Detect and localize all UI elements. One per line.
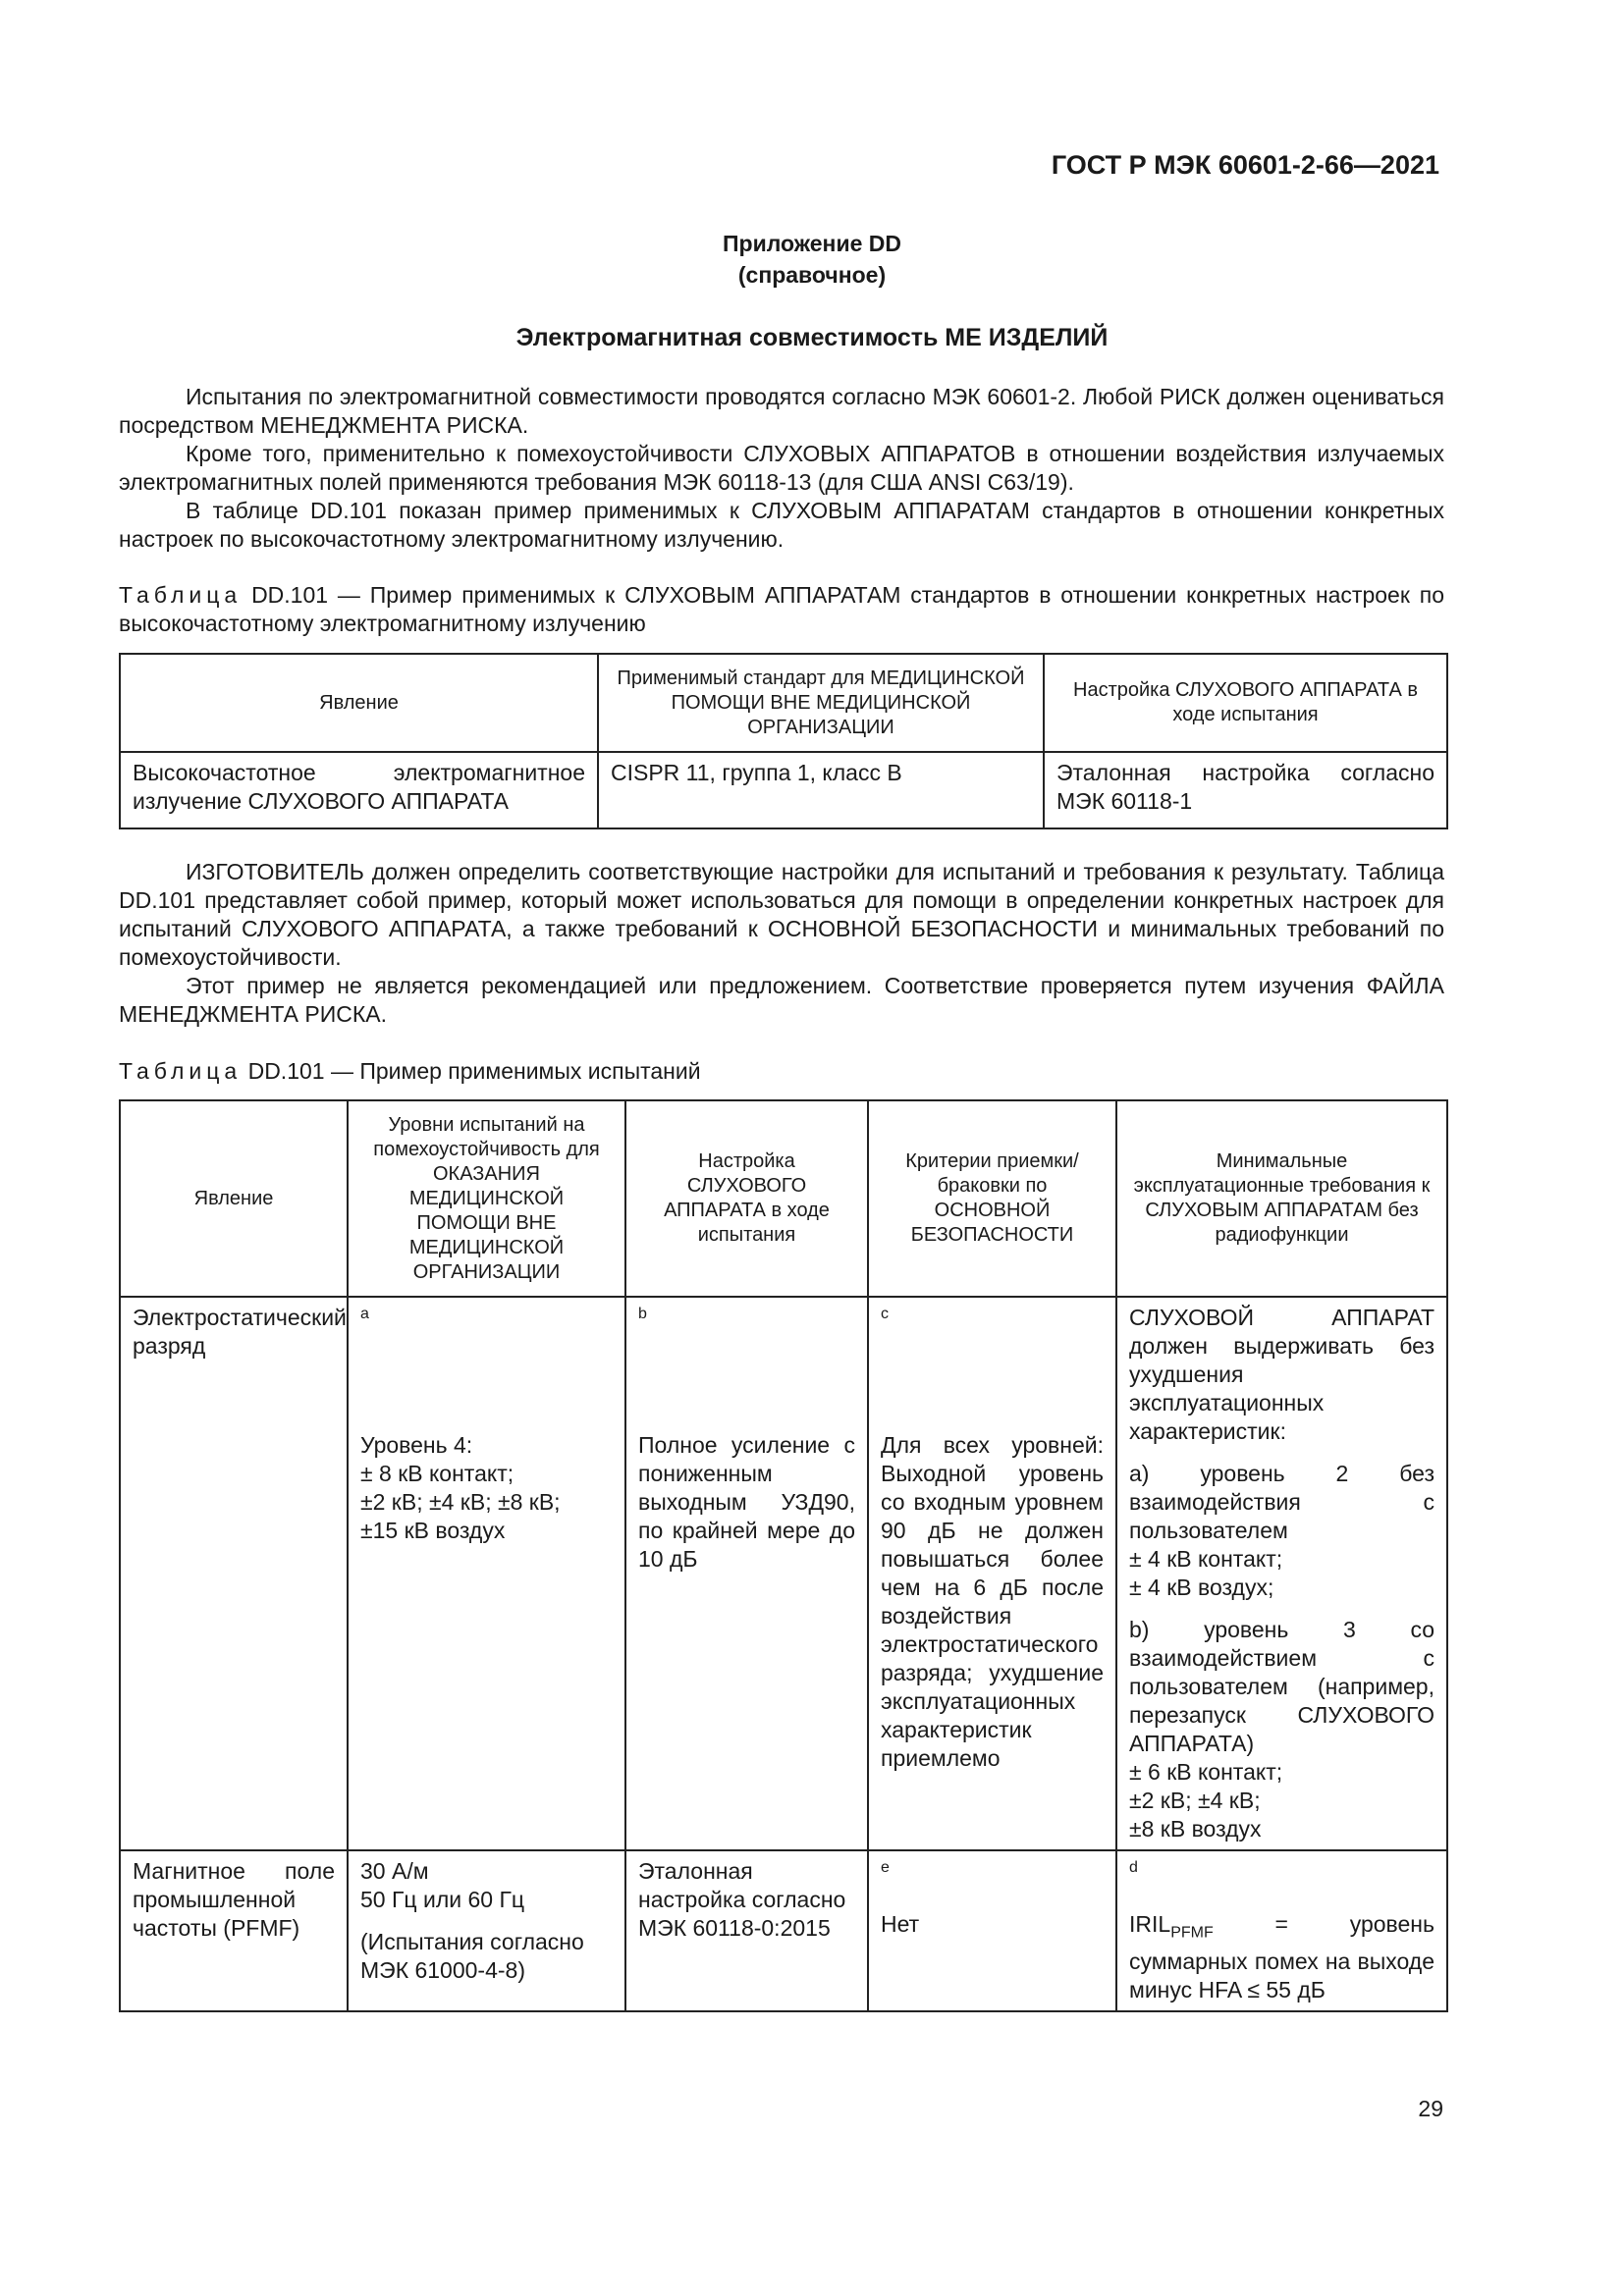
column-header: Явление: [120, 654, 598, 752]
table1-caption: [119, 581, 1444, 638]
requirement-value: ±2 кВ; ±4 кВ;: [1129, 1788, 1261, 1813]
phenomenon-label: Электростатический разряд: [133, 1305, 347, 1359]
appendix-title: Приложение DD: [722, 231, 901, 256]
column-header: Настройка СЛУХОВОГО АППАРАТА в ходе испытания: [1044, 654, 1447, 752]
requirement-formula: [1129, 1910, 1435, 2004]
appendix-type: (справочное): [737, 262, 887, 288]
table-cell: [868, 1297, 1116, 1850]
test-level: 50 Гц или 60 Гц: [360, 1887, 525, 1912]
table2-caption: [119, 1057, 1444, 1086]
requirement-value: ± 4 кВ контакт;: [1129, 1546, 1283, 1572]
table-header-row: [120, 1100, 1447, 1297]
test-level: ±15 кВ воздух: [360, 1518, 506, 1543]
table-cell: [625, 1850, 868, 2011]
section-title: Электромагнитная совместимость МЕ ИЗДЕЛИЙ: [515, 324, 1109, 351]
table-cell: [1116, 1297, 1447, 1850]
paragraph: В таблице DD.101 показан пример применимых к СЛУХОВЫМ АППАРАТАМ стандартов в отношении конкретных настроек по высокочастотному электромагнитному излучению.: [119, 498, 1444, 552]
caption-text: DD.101 — Пример применимых к СЛУХОВЫМ АППАРАТАМ стандартов в отношении конкретных настроек по высокочастотному электромагнитному излучению: [119, 582, 1445, 636]
intro-text: [119, 383, 1444, 554]
paragraph: Этот пример не является рекомендацией или предложением. Соответствие проверяется путем изучения ФАЙЛА МЕНЕДЖМЕНТА РИСКА.: [119, 973, 1444, 1027]
caption-label: Таблица: [119, 1058, 243, 1084]
table-cell: [120, 1850, 348, 2011]
device-setting: Полное усиление с пониженным выходным УЗД90, по крайней мере до 10 дБ: [638, 1432, 855, 1572]
column-header: Минимальные эксплуатационные требования к СЛУХОВЫМ АППАРАТАМ без радиофункции: [1116, 1100, 1447, 1297]
test-note: (Испытания согласно МЭК 61000-4-8): [360, 1929, 584, 1983]
page-number: 29: [1418, 2096, 1443, 2121]
table-cell: [625, 1297, 868, 1850]
table-cell: Высокочастотное электромагнитное излучение СЛУХОВОГО АППАРАТА: [120, 752, 598, 828]
test-level: Уровень 4:: [360, 1432, 473, 1458]
appendix-heading: [0, 228, 1624, 291]
standards-table: [119, 653, 1448, 829]
requirement-b: b) уровень 3 со взаимодействием с пользователем (например, перезапуск СЛУХОВОГО АППАРАТА): [1129, 1617, 1435, 1756]
footnote-mark: c: [881, 1306, 889, 1322]
column-header: Настройка СЛУХОВОГО АППАРАТА в ходе испытания: [625, 1100, 868, 1297]
middle-text: [119, 858, 1444, 1029]
paragraph: Испытания по электромагнитной совместимости проводятся согласно МЭК 60601-2. Любой РИСК должен оцениваться посредством МЕНЕДЖМЕНТА РИСКА.: [119, 384, 1444, 438]
table-cell: [348, 1297, 625, 1850]
table-row-esd: [120, 1297, 1447, 1850]
requirement-value: ±8 кВ воздух: [1129, 1816, 1262, 1842]
formula-symbol: IRIL: [1129, 1911, 1171, 1937]
caption-text: DD.101 — Пример применимых испытаний: [247, 1058, 701, 1084]
table-cell: [1116, 1850, 1447, 2011]
formula-subscript: PFMF: [1170, 1924, 1214, 1942]
test-level: ± 8 кВ контакт;: [360, 1461, 514, 1486]
table-cell: Эталонная настройка согласно МЭК 60118-1: [1044, 752, 1447, 828]
caption-label: Таблица: [119, 582, 243, 608]
device-setting: Эталонная настройка согласно МЭК 60118-0:2015: [638, 1858, 846, 1941]
table-cell: [868, 1850, 1116, 2011]
test-level: 30 А/м: [360, 1858, 429, 1884]
footnote-mark: b: [638, 1306, 647, 1322]
requirement-a: a) уровень 2 без взаимодействия с пользователем: [1129, 1461, 1435, 1543]
table-cell: [348, 1850, 625, 2011]
phenomenon-label: Магнитное поле промышленной частоты (PFMF): [133, 1858, 335, 1941]
footnote-mark: d: [1129, 1859, 1138, 1876]
table-row: [120, 752, 1447, 828]
formula-text: = уровень суммарных помех на выходе минус HFA ≤ 55 дБ: [1129, 1911, 1435, 2002]
table-cell: CISPR 11, группа 1, класс B: [598, 752, 1044, 828]
requirement-intro: СЛУХОВОЙ АППАРАТ должен выдерживать без ухудшения эксплуатационных характеристик:: [1129, 1305, 1435, 1444]
paragraph: Кроме того, применительно к помехоустойчивости СЛУХОВЫХ АППАРАТОВ в отношении воздействия излучаемых электромагнитных полей применяются требования МЭК 60118-13 (для США ANSI C63/19).: [119, 441, 1444, 495]
tests-table: [119, 1099, 1448, 2012]
acceptance-criteria: Для всех уровней: Выходной уровень со входным уровнем 90 дБ не должен повышаться более чем на 6 дБ после воздействия электростатического разряда; ухудшение эксплуатационных характеристик приемлемо: [881, 1432, 1104, 1771]
footnote-mark: a: [360, 1306, 369, 1322]
acceptance-criteria: Нет: [881, 1911, 920, 1937]
document-header: ГОСТ Р МЭК 60601-2-66—2021: [1051, 150, 1439, 180]
table-row-pfmf: [120, 1850, 1447, 2011]
column-header: Явление: [120, 1100, 348, 1297]
paragraph: ИЗГОТОВИТЕЛЬ должен определить соответствующие настройки для испытаний и требования к результату. Таблица DD.101 представляет собой пример, который может использоваться для помощи в определении конкретных настроек для испытаний СЛУХОВОГО АППАРАТА, а также требований к ОСНОВНОЙ БЕЗОПАСНОСТИ и минимальных требований по помехоустойчивости.: [119, 859, 1444, 970]
test-level: ±2 кВ; ±4 кВ; ±8 кВ;: [360, 1489, 561, 1515]
table-header-row: [120, 654, 1447, 752]
footnote-mark: e: [881, 1859, 890, 1876]
requirement-value: ± 6 кВ контакт;: [1129, 1759, 1283, 1785]
requirement-value: ± 4 кВ воздух;: [1129, 1575, 1274, 1600]
column-header: Применимый стандарт для МЕДИЦИНСКОЙ ПОМОЩИ ВНЕ МЕДИЦИНСКОЙ ОРГАНИЗАЦИИ: [598, 654, 1044, 752]
table-cell: [120, 1297, 348, 1850]
column-header: Критерии приемки/браковки по ОСНОВНОЙ БЕЗОПАСНОСТИ: [868, 1100, 1116, 1297]
column-header: Уровни испытаний на помехоустойчивость для ОКАЗАНИЯ МЕДИЦИНСКОЙ ПОМОЩИ ВНЕ МЕДИЦИНСКОЙ ОРГАНИЗАЦИИ: [348, 1100, 625, 1297]
